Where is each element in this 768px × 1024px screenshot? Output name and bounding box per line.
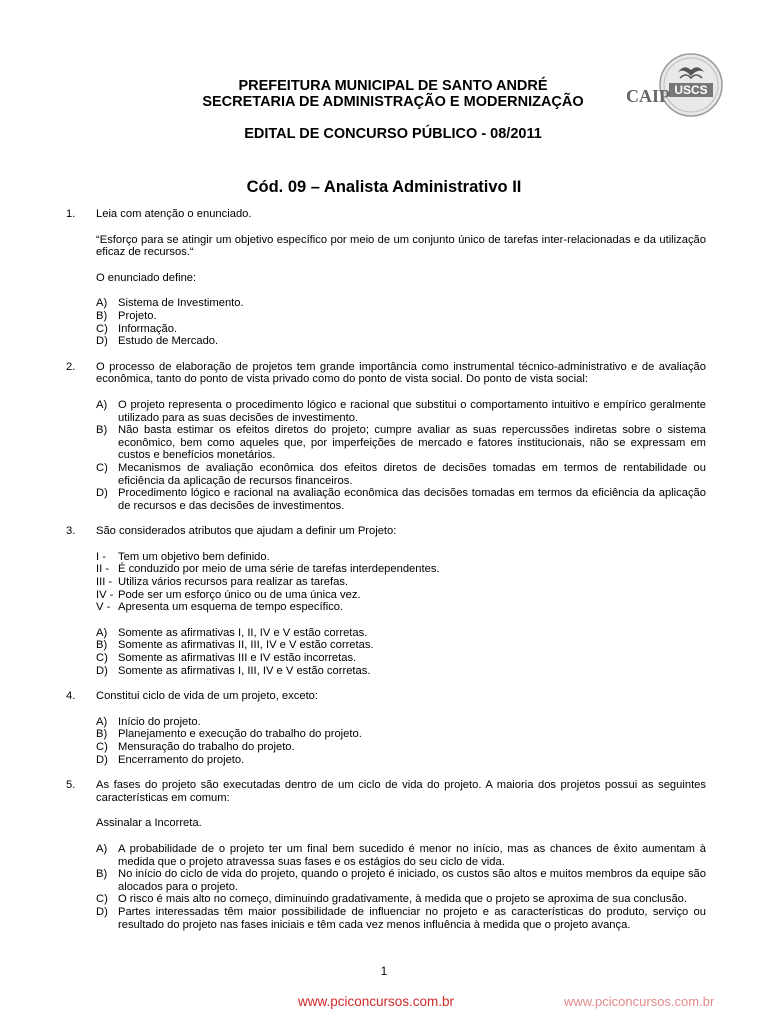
option-text: Não basta estimar os efeitos diretos do projeto; cumpre avaliar as suas repercussões indiretas sobre o sistema econômico, bem como aqueles que, por imperfeições de mercado e fatores institucionais, não se expressam em custos e benefícios monetários. — [118, 424, 706, 462]
statement — [96, 589, 706, 602]
statement-text: Apresenta um esquema de tempo específico. — [118, 601, 344, 614]
question-number: 3. — [66, 525, 76, 538]
option — [96, 297, 706, 310]
question-quote: “Esforço para se atingir um objetivo específico por meio de um conjunto único de tarefas inter-relacionadas e da utilização eficaz de recursos.“ — [96, 233, 706, 259]
option-letter: D) — [96, 335, 108, 348]
header-edital: EDITAL DE CONCURSO PÚBLICO - 08/2011 — [244, 126, 542, 142]
question-text: São considerados atributos que ajudam a definir um Projeto: — [96, 525, 397, 538]
question-number: 4. — [66, 690, 76, 703]
header-prefeitura: PREFEITURA MUNICIPAL DE SANTO ANDRÉ — [238, 78, 548, 94]
statements-list — [96, 551, 706, 614]
option — [96, 310, 706, 323]
statement — [96, 551, 706, 564]
option-letter: C) — [96, 741, 108, 753]
option-letter: B) — [96, 728, 108, 741]
question-number: 5. — [66, 779, 76, 792]
statement-text: Pode ser um esforço único ou de uma única vez. — [118, 588, 361, 601]
option-letter: A) — [96, 297, 108, 310]
option-text: Início do projeto. — [118, 715, 201, 728]
question-number: 2. — [66, 360, 76, 373]
option-letter: D) — [96, 487, 108, 500]
question-4 — [66, 690, 706, 766]
option-text: Mensuração do trabalho do projeto. — [118, 741, 295, 753]
question-2 — [66, 361, 706, 513]
caip-uscs-logo — [624, 52, 724, 122]
question-1 — [66, 208, 706, 348]
option-letter: D) — [96, 753, 108, 766]
option-text: Projeto. — [118, 309, 157, 322]
question-text: Constitui ciclo de vida de um projeto, exceto: — [96, 690, 319, 703]
statement-numeral: IV - — [96, 588, 114, 601]
question-prompt: Assinalar a Incorreta. — [96, 817, 202, 830]
option — [96, 665, 706, 678]
options-list — [96, 297, 706, 347]
option — [96, 843, 706, 868]
statement-text: É conduzido por meio de uma série de tarefas interdependentes. — [118, 563, 440, 576]
question-3 — [66, 525, 706, 677]
statement-numeral: I - — [96, 550, 106, 563]
question-number: 1. — [66, 208, 76, 220]
page-number: 1 — [380, 966, 388, 978]
option-text: O projeto representa o procedimento lógico e racional que substitui o comportamento intuitivo e empírico geralmente utilizado para as suas decisões de investimento. — [118, 398, 706, 424]
options-list — [96, 399, 706, 512]
option — [96, 754, 706, 767]
options-list — [96, 716, 706, 766]
option-letter: C) — [96, 893, 108, 906]
header-secretaria: SECRETARIA DE ADMINISTRAÇÃO E MODERNIZAÇÃO — [202, 94, 584, 110]
option — [96, 906, 706, 931]
option-text: A probabilidade de o projeto ter um final bem sucedido é menor no início, mas as chances de êxito aumentam à medida que o projeto atravessa suas fases e os estágios do seu ciclo de vida. — [118, 842, 706, 868]
option-text: Somente as afirmativas II, III, IV e V estão corretas. — [118, 639, 374, 652]
question-text: Leia com atenção o enunciado. — [96, 208, 252, 220]
footer-link-right[interactable]: www.pciconcursos.com.br — [564, 994, 715, 1009]
option — [96, 741, 706, 754]
option-letter: B) — [96, 309, 108, 322]
option-letter: C) — [96, 652, 108, 665]
option-letter: C) — [96, 322, 108, 335]
option-text: Encerramento do projeto. — [118, 753, 245, 766]
option — [96, 652, 706, 665]
option — [96, 487, 706, 512]
option — [96, 893, 706, 906]
options-list — [96, 627, 706, 677]
option-letter: A) — [96, 398, 108, 411]
option — [96, 639, 706, 652]
question-text: As fases do projeto são executadas dentro de um ciclo de vida do projeto. A maioria dos projetos possui as seguintes características em comum: — [96, 779, 706, 804]
option-text: Somente as afirmativas I, II, IV e V estão corretas. — [118, 626, 368, 639]
page-title: Cód. 09 – Analista Administrativo II — [246, 178, 522, 196]
option-text: Planejamento e execução do trabalho do projeto. — [118, 728, 362, 741]
statement-text: Tem um objetivo bem definido. — [118, 550, 270, 563]
statement — [96, 563, 706, 576]
option-letter: A) — [96, 842, 108, 855]
option — [96, 716, 706, 729]
statement — [96, 576, 706, 589]
option-text: Sistema de Investimento. — [118, 297, 244, 310]
option — [96, 323, 706, 336]
option — [96, 462, 706, 487]
option-letter: A) — [96, 626, 108, 639]
footer-link-left[interactable]: www.pciconcursos.com.br — [298, 994, 455, 1009]
option-letter: D) — [96, 905, 108, 918]
option-text: Mecanismos de avaliação econômica dos efeitos diretos de decisões tomadas em termos de rentabilidade ou eficiência da aplicação de recursos financeiros. — [118, 461, 706, 487]
questions — [66, 208, 706, 944]
option — [96, 399, 706, 424]
option-letter: C) — [96, 461, 108, 474]
question-5 — [66, 779, 706, 931]
logo-caip-text: CAIP — [626, 86, 670, 106]
option-letter: A) — [96, 715, 108, 728]
statement-numeral: V - — [96, 601, 111, 614]
option — [96, 728, 706, 741]
option-letter: D) — [96, 664, 108, 677]
options-list — [96, 843, 706, 931]
option-text: No início do ciclo de vida do projeto, quando o projeto é iniciado, os custos são altos e muitos membros da equipe são alocados para o projeto. — [118, 868, 706, 893]
option-text: Estudo de Mercado. — [118, 335, 219, 348]
option — [96, 424, 706, 462]
option-letter: B) — [96, 424, 108, 437]
option-text: O risco é mais alto no começo, diminuindo gradativamente, à medida que o projeto se aproxima de sua conclusão. — [118, 893, 688, 906]
option-text: Procedimento lógico e racional na avaliação econômica das decisões tomadas em termos da eficiência da aplicação de recursos e das decisões de investimentos. — [118, 487, 706, 512]
option — [96, 868, 706, 893]
question-prompt: O enunciado define: — [96, 271, 197, 284]
statement-numeral: II - — [96, 563, 110, 576]
statement-text: Utiliza vários recursos para realizar as tarefas. — [118, 576, 349, 589]
statement-numeral: III - — [96, 576, 113, 589]
option — [96, 335, 706, 348]
question-text: O processo de elaboração de projetos tem grande importância como instrumental técnico-administrativo e de avaliação econômica, tanto do ponto de vista privado como do ponto de vista social. Do ponto de vista social: — [96, 360, 706, 386]
option-letter: B) — [96, 868, 108, 881]
option-text: Informação. — [118, 322, 178, 335]
option — [96, 627, 706, 640]
option-letter: B) — [96, 639, 108, 652]
option-text: Somente as afirmativas I, III, IV e V estão corretas. — [118, 664, 371, 677]
logo-uscs-text: USCS — [674, 83, 708, 97]
option-text: Somente as afirmativas III e IV estão incorretas. — [118, 652, 357, 665]
statement — [96, 601, 706, 614]
option-text: Partes interessadas têm maior possibilidade de influenciar no projeto e as características do produto, serviço ou resultado do projeto nas fases iniciais e têm cada vez menos influência à medida que o projeto avança. — [118, 905, 706, 931]
